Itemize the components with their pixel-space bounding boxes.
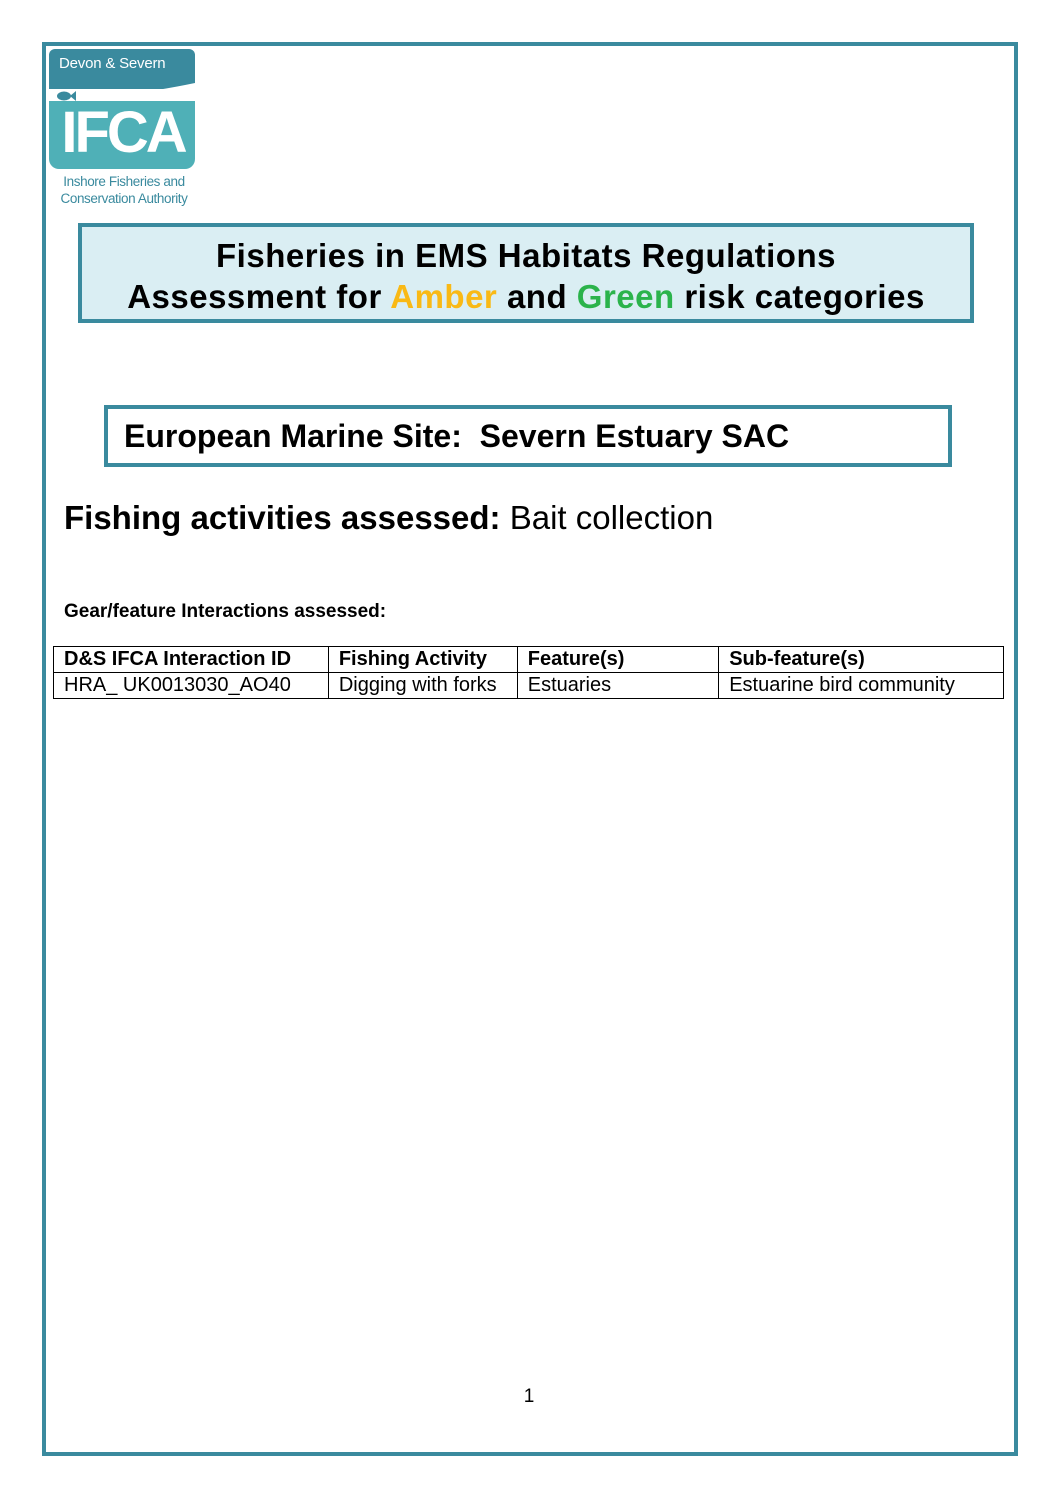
logo-subtitle (49, 173, 199, 207)
interactions-table (53, 646, 1004, 699)
title-and-word: and (506, 278, 568, 315)
header-sub-features: Sub-feature(s) (719, 647, 1004, 673)
fishing-activities (64, 498, 713, 538)
logo-org-name: Devon & Severn (59, 55, 166, 72)
header-interaction-id: D&S IFCA Interaction ID (54, 647, 329, 673)
document-title-box (78, 223, 974, 323)
logo-subtitle-line2: Conservation Authority (60, 191, 188, 206)
cell-sub-feature: Estuarine bird community (719, 673, 1004, 699)
ifca-logo (49, 49, 199, 209)
header-features: Feature(s) (517, 647, 718, 673)
activities-label: Fishing activities assessed: (64, 499, 501, 536)
title-amber-word: Amber (390, 278, 498, 315)
site-box (104, 405, 952, 467)
site-text: European Marine Site: Severn Estuary SAC (124, 418, 790, 454)
title-line1: Fisheries in EMS Habitats Regulations (216, 237, 836, 274)
cell-fishing-activity: Digging with forks (328, 673, 517, 699)
interactions-label: Gear/feature Interactions assessed: (64, 601, 387, 622)
header-fishing-activity: Fishing Activity (328, 647, 517, 673)
title-line2 (82, 276, 970, 317)
page-number: 1 (523, 1386, 535, 1407)
cell-feature: Estuaries (517, 673, 718, 699)
title-line2-prefix: Assessment for (127, 278, 382, 315)
cell-interaction-id: HRA_ UK0013030_AO40 (54, 673, 329, 699)
logo-subtitle-line1: Inshore Fisheries and (63, 174, 185, 189)
table-row (54, 673, 1004, 699)
logo-acronym: IFCA (61, 100, 185, 165)
title-line2-suffix: risk categories (684, 278, 925, 315)
title-green-word: Green (576, 278, 675, 315)
activities-value: Bait collection (509, 499, 714, 536)
table-header-row (54, 647, 1004, 673)
